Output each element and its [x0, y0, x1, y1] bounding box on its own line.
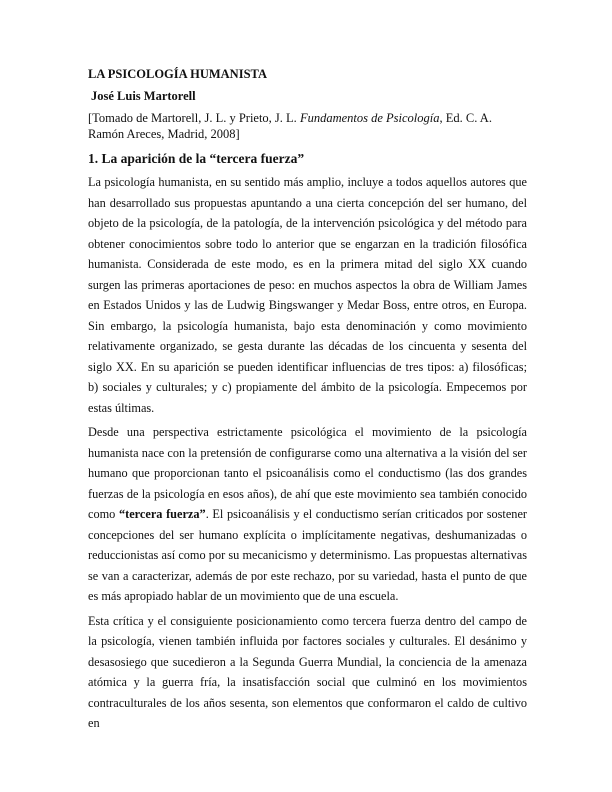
- source-citation-prefix: [Tomado de Martorell, J. L. y Prieto, J. L.: [88, 111, 300, 125]
- tercera-fuerza-emphasis: “tercera fuerza”: [118, 507, 206, 521]
- paragraph-2-text-after: . El psicoanálisis y el conductismo serían criticados por sostener concepciones del ser humano explícita o implícitamente negativas, deshumanizadas o reduccionistas así como por su mecanicismo y determinismo. Las propuestas alternativas se van a caracterizar, además de por este rechazo, por su variedad, hasta el punto de que es más apropiado hablar de un movimiento que de una escuela.: [88, 507, 528, 603]
- paragraph-2-text-before: Desde una perspectiva estrictamente psicológica el movimiento de la psicología humanista nace con la pretensión de configurarse como una alternativa a la visión del ser humano que proporcionan tanto el psicoanálisis como el conductismo (las dos grandes fuerzas de la psicología en esos años), de ahí que este movimiento sea también conocido como: [88, 425, 527, 521]
- source-book-title: Fundamentos de Psicología: [299, 111, 440, 125]
- source-citation-suffix: , Ed. C. A. Ramón Areces, Madrid, 2008]: [88, 111, 492, 141]
- source-citation: [88, 110, 526, 142]
- paragraph-2: [88, 422, 527, 607]
- author-name: José Luis Martorell: [91, 89, 196, 103]
- paragraph-3: Esta crítica y el consiguiente posicionamiento como tercera fuerza dentro del campo de la psicología, vienen también influida por factores sociales y culturales. El desánimo y desasosiego que sucedieron a la Segunda Guerra Mundial, la conciencia de la amenaza atómica y la guerra fría, la insatisfacción social que culminó en los movimientos contraculturales de los años sesenta, son elementos que conformaron el caldo de cultivo en: [88, 613, 527, 730]
- body-text: [88, 172, 527, 738]
- paragraph-1: La psicología humanista, en su sentido más amplio, incluye a todos aquellos autores que han desarrollado sus propuestas apuntando a una cierta concepción del ser humano, del objeto de la psicología, de la patología, de la intervención psicológica y del método para obtener conocimientos sobre todo lo anterior que se engarzan en la tradición filosófica humanista. Considerada de este modo, es en la primera mitad del siglo XX cuando surgen las primeras aportaciones de peso: en muchos aspectos la obra de William James en Estados Unidos y las de Ludwig Bingswanger y Medar Boss, entre otros, en Europa. Sin embargo, la psicología humanista, bajo esta denominación y como movimiento relativamente organizado, se gesta durante las décadas de los cincuenta y sesenta del siglo XX. En su aparición se pueden identificar influencias de tres tipos: a) filosóficas; b) sociales y culturales; y c) propiamente del ámbito de la psicología. Empecemos por estas últimas.: [88, 175, 527, 415]
- section-heading: 1. La aparición de la “tercera fuerza”: [88, 151, 305, 166]
- document-title: LA PSICOLOGÍA HUMANISTA: [88, 67, 267, 81]
